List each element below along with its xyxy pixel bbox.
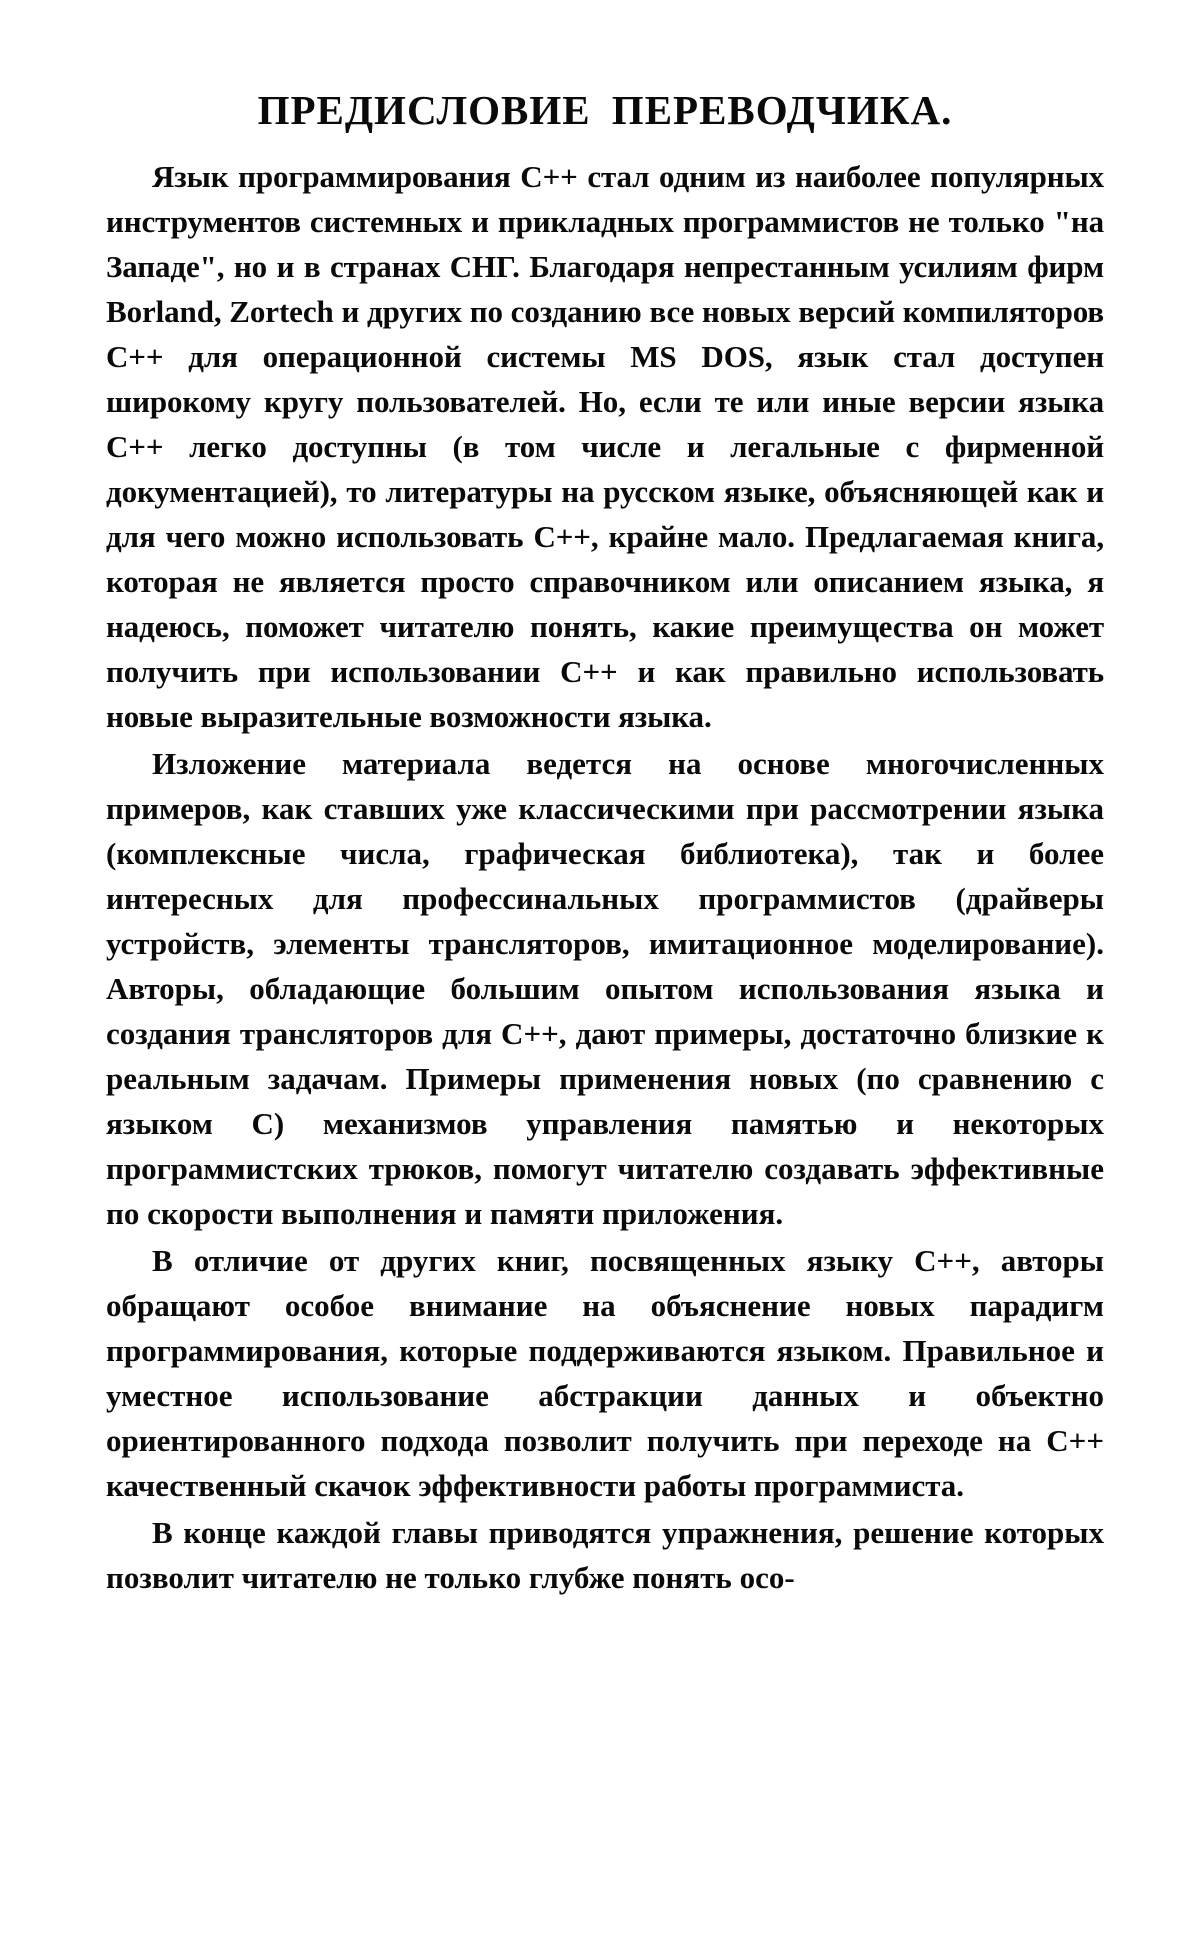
paragraph-2: Изложение материала ведется на основе многочисленных примеров, как ставших уже классическими при рассмотрении языка (комплексные числа, графическая библиотека), так и более интересных для профессинальных программистов (драйверы устройств, элементы трансляторов, имитационное моделирование). Авторы, обладающие большим опытом использования языка и создания трансляторов для С++, дают примеры, достаточно близкие к реальным задачам. Примеры применения новых (по сравнению с языком С) механизмов управления памятью и некоторых программистских трюков, помогут читателю создавать эффективные по скорости выполнения и памяти приложения. <box>106 746 1104 1231</box>
paragraph-1: Язык программирования С++ стал одним из наиболее популярных инструментов системных и прикладных программистов не только "на Западе", но и в странах СНГ. Благодаря непрестанным усилиям фирм Borland, Zortech и других по созданию все новых версий компиляторов С++ для операционной системы MS DOS, язык стал доступен широкому кругу пользователей. Но, если те или иные версии языка С++ легко доступны (в том числе и легальные с фирменной документацией), то литературы на русском языке, объясняющей как и для чего можно использовать С++, крайне мало. Предлагаемая книга, которая не является просто справочником или описанием языка, я надеюсь, поможет читателю понять, какие преимущества он может получить при использовании С++ и как правильно использовать новые выразительные возможности языка. <box>106 159 1104 734</box>
paragraph-3: В отличие от других книг, посвященных языку С++, авторы обращают особое внимание на объяснение новых парадигм программирования, которые поддерживаются языком. Правильное и уместное использование абстракции данных и объектно ориентированного подхода позволит получить при переходе на С++ качественный скачок эффективности работы программиста. <box>106 1243 1104 1503</box>
paragraph-4: В конце каждой главы приводятся упражнения, решение которых позволит читателю не только глубже понять осо- <box>106 1515 1104 1595</box>
document-page <box>106 86 1104 1602</box>
page-title: ПРЕДИСЛОВИЕ ПЕРЕВОДЧИКА. <box>257 87 953 133</box>
